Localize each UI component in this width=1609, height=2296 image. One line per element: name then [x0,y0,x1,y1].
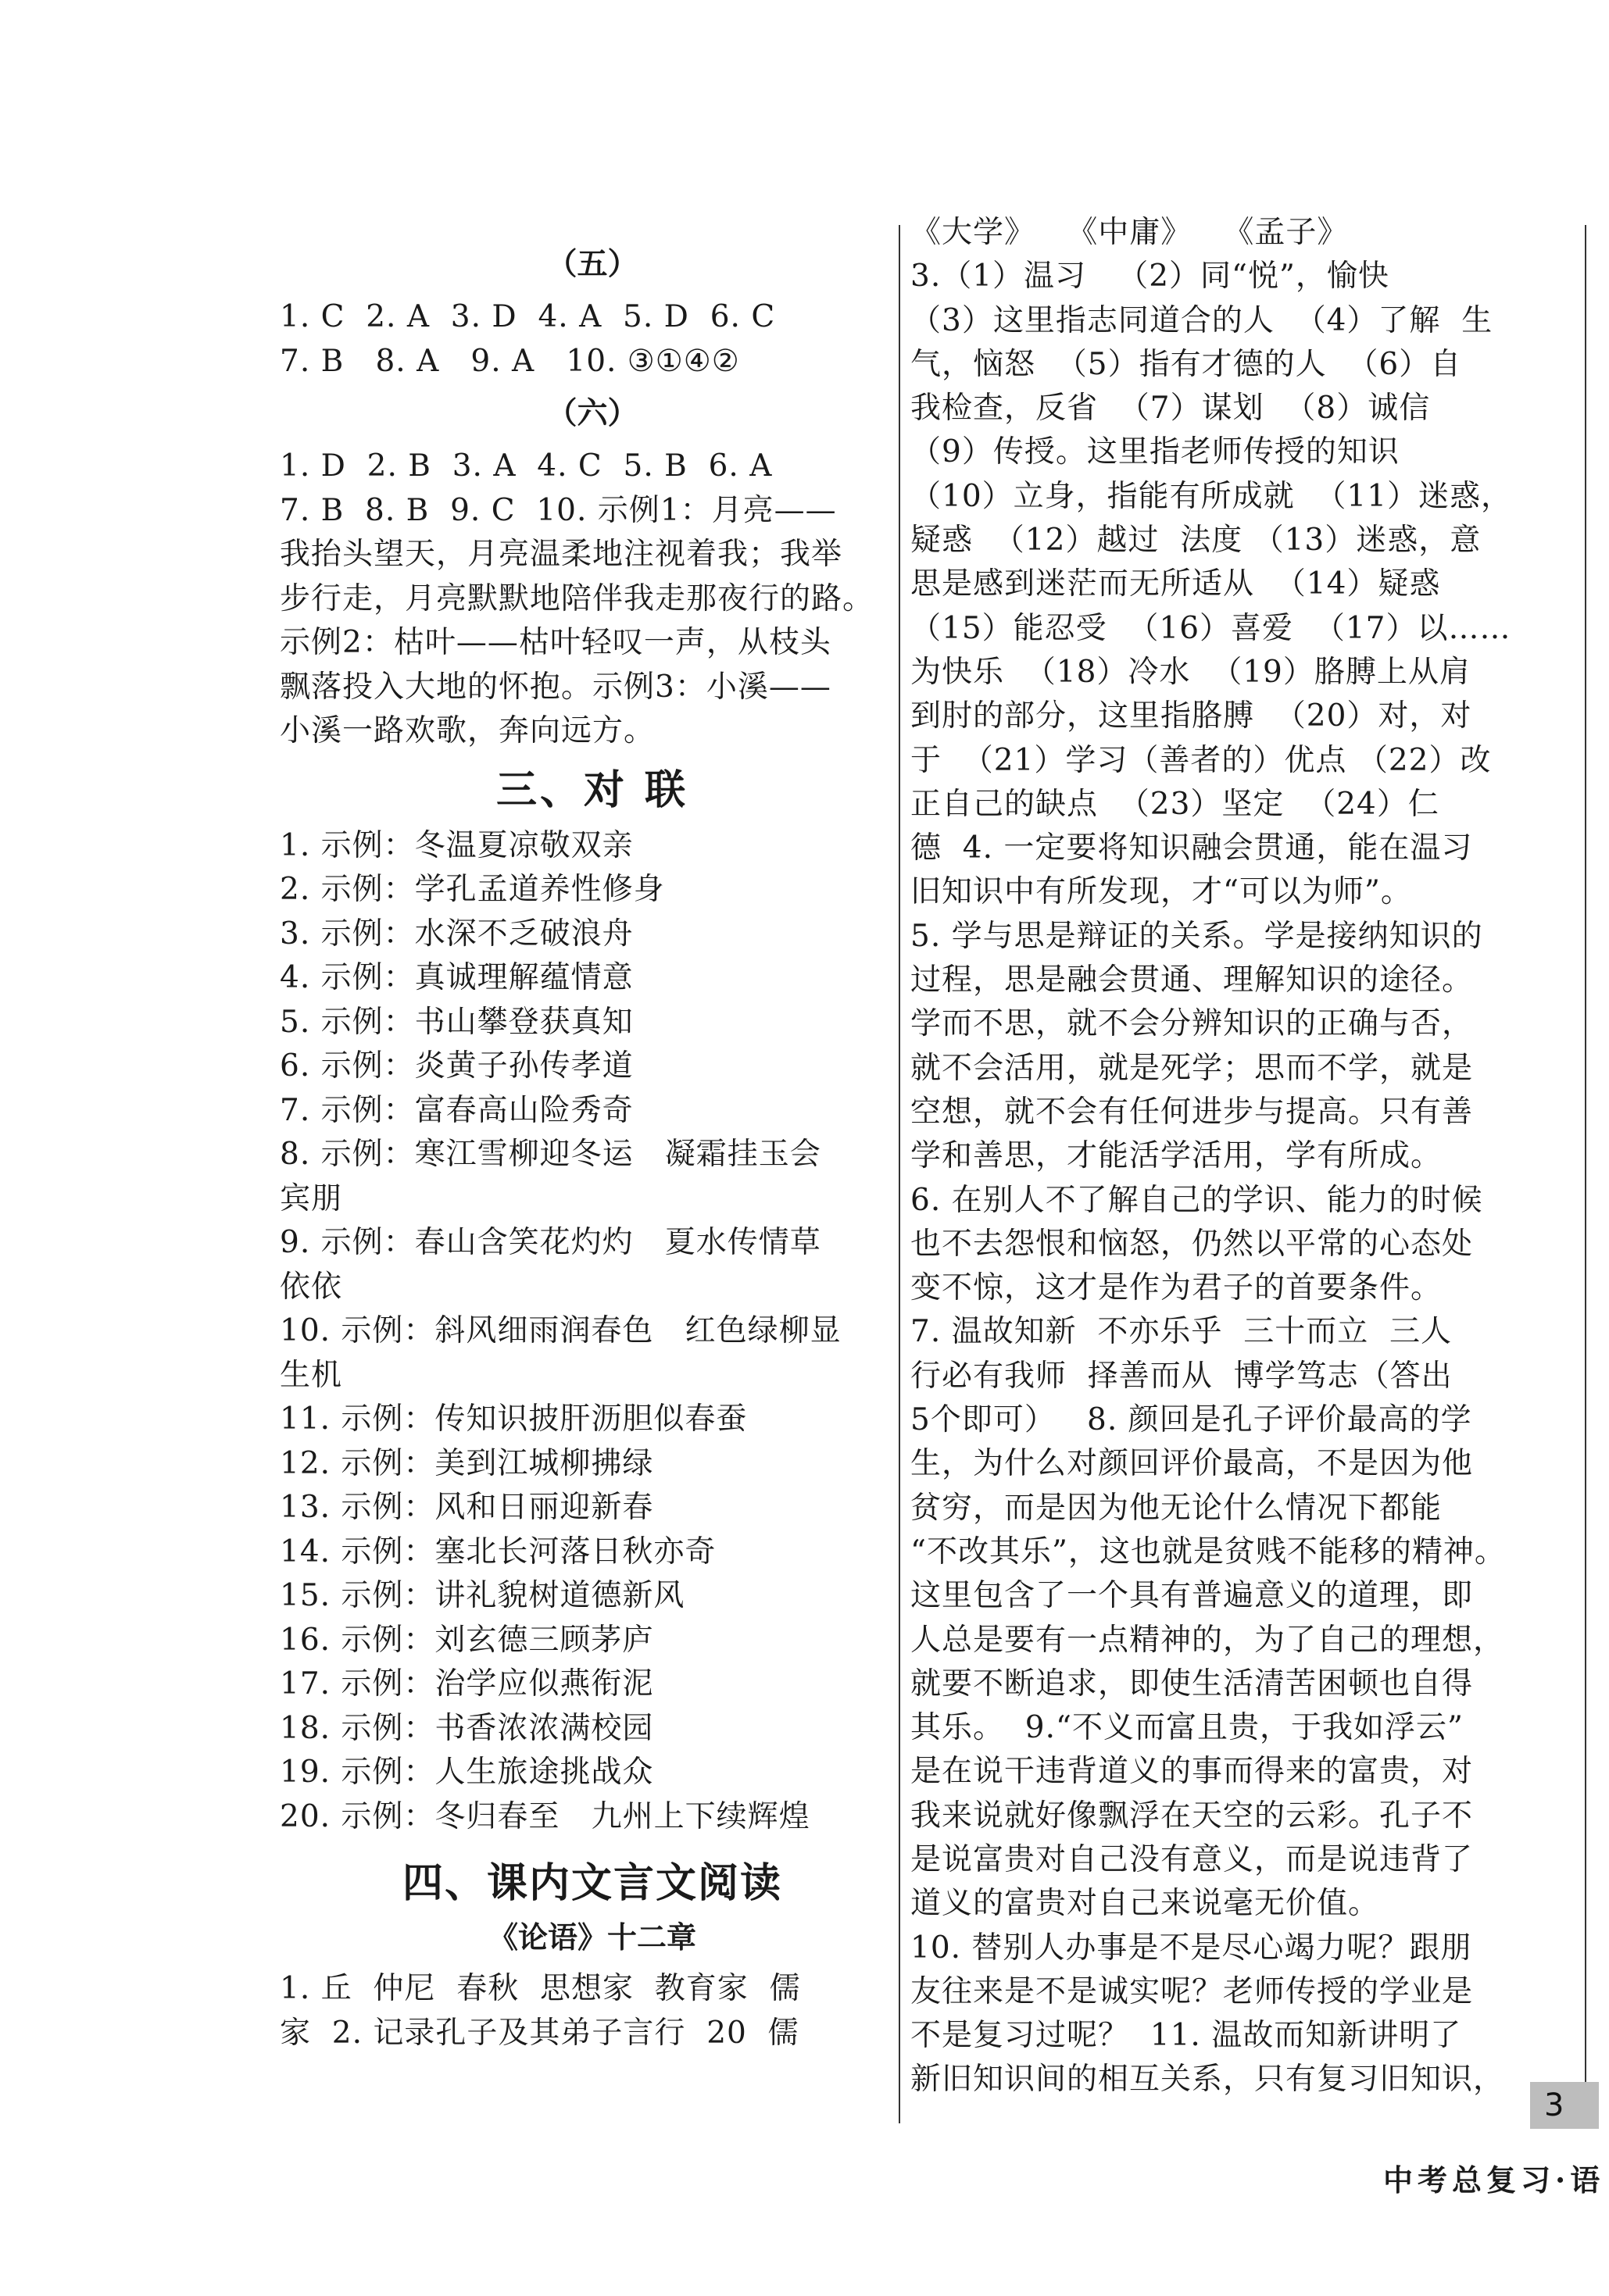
text-line: 生机 [280,1357,343,1393]
text-line: 3. 示例：水深不乏破浪舟 [280,916,634,952]
text-line: （15）能忍受 （16）喜爱 （17）以…… [910,610,1511,646]
text-line: 示例2：枯叶——枯叶轻叹一声，从枝头 [280,625,831,660]
answers-classical [280,1967,905,2055]
text-line: 行必有我师 择善而从 博学笃志（答出 [910,1358,1453,1394]
text-line: 德 4. 一定要将知识融会贯通，能在温习 [910,830,1473,866]
text-line: 这里包含了一个具有普遍意义的道理，即 [910,1578,1474,1614]
left-column [280,234,905,2055]
text-line: 《大学》 《中庸》 《孟子》 [910,215,1349,250]
text-line: 13. 示例：风和日丽迎新春 [280,1490,654,1525]
running-footer: 中考总复习·语 [1383,2162,1605,2198]
text-line: 12. 示例：美到江城柳拂绿 [280,1445,654,1481]
text-line: 为快乐 （18）冷水 （19）胳膊上从肩 [910,654,1471,690]
text-line: 我抬头望天，月亮温柔地注视着我；我举 [280,537,843,572]
text-line: 5. 示例：书山攀登获真知 [280,1004,634,1040]
text-line: “不改其乐”，这也就是贫贱不能移的精神。 [910,1534,1506,1569]
answers-couplets [280,824,905,1840]
text-line: （9）传授。这里指老师传授的知识 [910,434,1400,470]
text-line: 其乐。 9.“不义而富且贵，于我如浮云” [910,1710,1464,1746]
text-line: 7. 温故知新 不亦乐乎 三十而立 三人 [910,1314,1452,1350]
text-line: 19. 示例：人生旅途挑战众 [280,1755,654,1790]
text-line: 我检查，反省 （7）谋划 （8）诚信 [910,391,1431,427]
text-line: 到肘的部分，这里指胳膊 （20）对，对 [910,698,1472,734]
text-line: 18. 示例：书香浓浓满校园 [280,1710,654,1746]
text-line: 6. 在别人不了解自己的学识、能力的时候 [910,1182,1483,1218]
text-line: 就不会活用，就是死学；思而不学，就是 [910,1050,1474,1086]
text-line: 我来说就好像飘浮在天空的云彩。孔子不 [910,1798,1474,1834]
text-line: 16. 示例：刘玄德三顾茅庐 [280,1622,654,1658]
answers-6 [280,445,905,754]
text-line: 飘落投入大地的怀抱。示例3：小溪—— [280,669,831,705]
text-line: 是说富贵对自己没有意义，而是说违背了 [910,1841,1474,1877]
text-line: 宾朋 [280,1180,343,1216]
text-line: 9. 示例：春山含笑花灼灼 夏水传情草 [280,1225,821,1260]
text-line: 7. B 8. A 9. A 10. ③①④② [280,343,740,379]
text-line: 友往来是不是诚实呢？老师传授的学业是 [910,1973,1474,2009]
text-line: 20. 示例：冬归春至 九州上下续辉煌 [280,1798,810,1834]
text-line: 1. 示例：冬温夏凉敬双亲 [280,827,634,863]
text-line: 新旧知识间的相互关系，只有复习旧知识， [910,2062,1505,2098]
text-line: 11. 示例：传知识披肝沥胆似春蚕 [280,1402,748,1437]
text-line: 道义的富贵对自己来说毫无价值。 [910,1886,1380,1922]
text-line: 1. D 2. B 3. A 4. C 5. B 6. A [280,448,773,484]
page-number: 3 [1530,2082,1599,2129]
text-line: 就要不断追求，即使生活清苦困顿也自得 [910,1666,1474,1701]
text-line: 7. 示例：富春高山险秀奇 [280,1092,634,1128]
text-line: （3）这里指志同道合的人 （4）了解 生 [910,302,1493,338]
section-heading-classical-reading: 四、课内文言文阅读 [402,1860,782,1907]
column-divider-right [1585,225,1586,2123]
text-line: 2. 示例：学孔孟道养性修身 [280,872,665,907]
text-line: 也不去怨恨和恼怒，仍然以平常的心态处 [910,1226,1474,1262]
text-line: 生，为什么对颜回评价最高，不是因为他 [910,1446,1474,1482]
text-line: 思是感到迷茫而无所适从 （14）疑惑 [910,566,1441,602]
text-line: 15. 示例：讲礼貌树道德新风 [280,1578,685,1613]
text-line: 10. 示例：斜风细雨润春色 红色绿柳显 [280,1313,842,1348]
chapter-title: 《论语》十二章 [488,1919,696,1955]
text-line: 贫穷，而是因为他无论什么情况下都能 [910,1490,1443,1526]
text-line: 气，恼怒 （5）指有才德的人 （6）自 [910,346,1462,382]
text-line: 5个即可） 8. 颜回是孔子评价最高的学 [910,1402,1472,1438]
text-line: 学和善思，才能活学活用，学有所成。 [910,1138,1443,1174]
text-line: 1. C 2. A 3. D 4. A 5. D 6. C [280,299,776,334]
text-line: 17. 示例：治学应似燕衔泥 [280,1666,654,1701]
text-line: 1. 丘 仲尼 春秋 思想家 教育家 儒 [280,1971,801,2006]
text-line: 学而不思，就不会分辨知识的正确与否， [910,1006,1474,1042]
text-line: 是在说干违背道义的事而得来的富贵，对 [910,1754,1474,1790]
text-line: 空想，就不会有任何进步与提高。只有善 [910,1094,1474,1130]
text-line: 3.（1）温习 （2）同“悦”，愉快 [910,259,1389,295]
subheading-6: （六） [546,395,638,431]
text-line: 人总是要有一点精神的，为了自己的理想， [910,1622,1505,1658]
text-line: 10. 替别人办事是不是尽心竭力呢？跟朋 [910,1930,1472,1966]
text-line: 家 2. 记录孔子及其弟子言行 20 儒 [280,2015,799,2051]
text-line: 不是复习过呢？ 11. 温故而知新讲明了 [910,2018,1462,2054]
answers-5 [280,295,905,384]
text-line: 旧知识中有所发现，才“可以为师”。 [910,874,1412,910]
text-line: 正自己的缺点 （23）坚定 （24）仁 [910,786,1439,822]
text-line: 步行走，月亮默默地陪伴我走那夜行的路。 [280,580,874,616]
text-line: 7. B 8. B 9. C 10. 示例1：月亮—— [280,492,837,528]
text-line: 小溪一路欢歌，奔向远方。 [280,713,656,748]
text-line: 8. 示例：寒江雪柳迎冬运 凝霜挂玉会 [280,1137,821,1172]
text-line: 依依 [280,1269,343,1305]
text-line: 14. 示例：塞北长河落日秋亦奇 [280,1534,717,1569]
text-line: （10）立身，指能有所成就 （11）迷惑， [910,478,1513,514]
text-line: 变不惊，这才是作为君子的首要条件。 [910,1270,1443,1306]
text-line: 疑惑 （12）越过 法度 （13）迷惑，意 [910,523,1482,559]
section-heading-couplets: 三、对 联 [495,766,689,814]
text-line: 4. 示例：真诚理解蕴情意 [280,960,634,995]
text-line: 5. 学与思是辩证的关系。学是接纳知识的 [910,918,1483,954]
right-column [910,211,1559,2102]
text-line: 6. 示例：炎黄子孙传孝道 [280,1048,634,1084]
text-line: 过程，思是融会贯通、理解知识的途径。 [910,962,1474,998]
subheading-5: （五） [546,246,638,282]
text-line: 于 （21）学习（善者的）优点 （22）改 [910,742,1492,778]
